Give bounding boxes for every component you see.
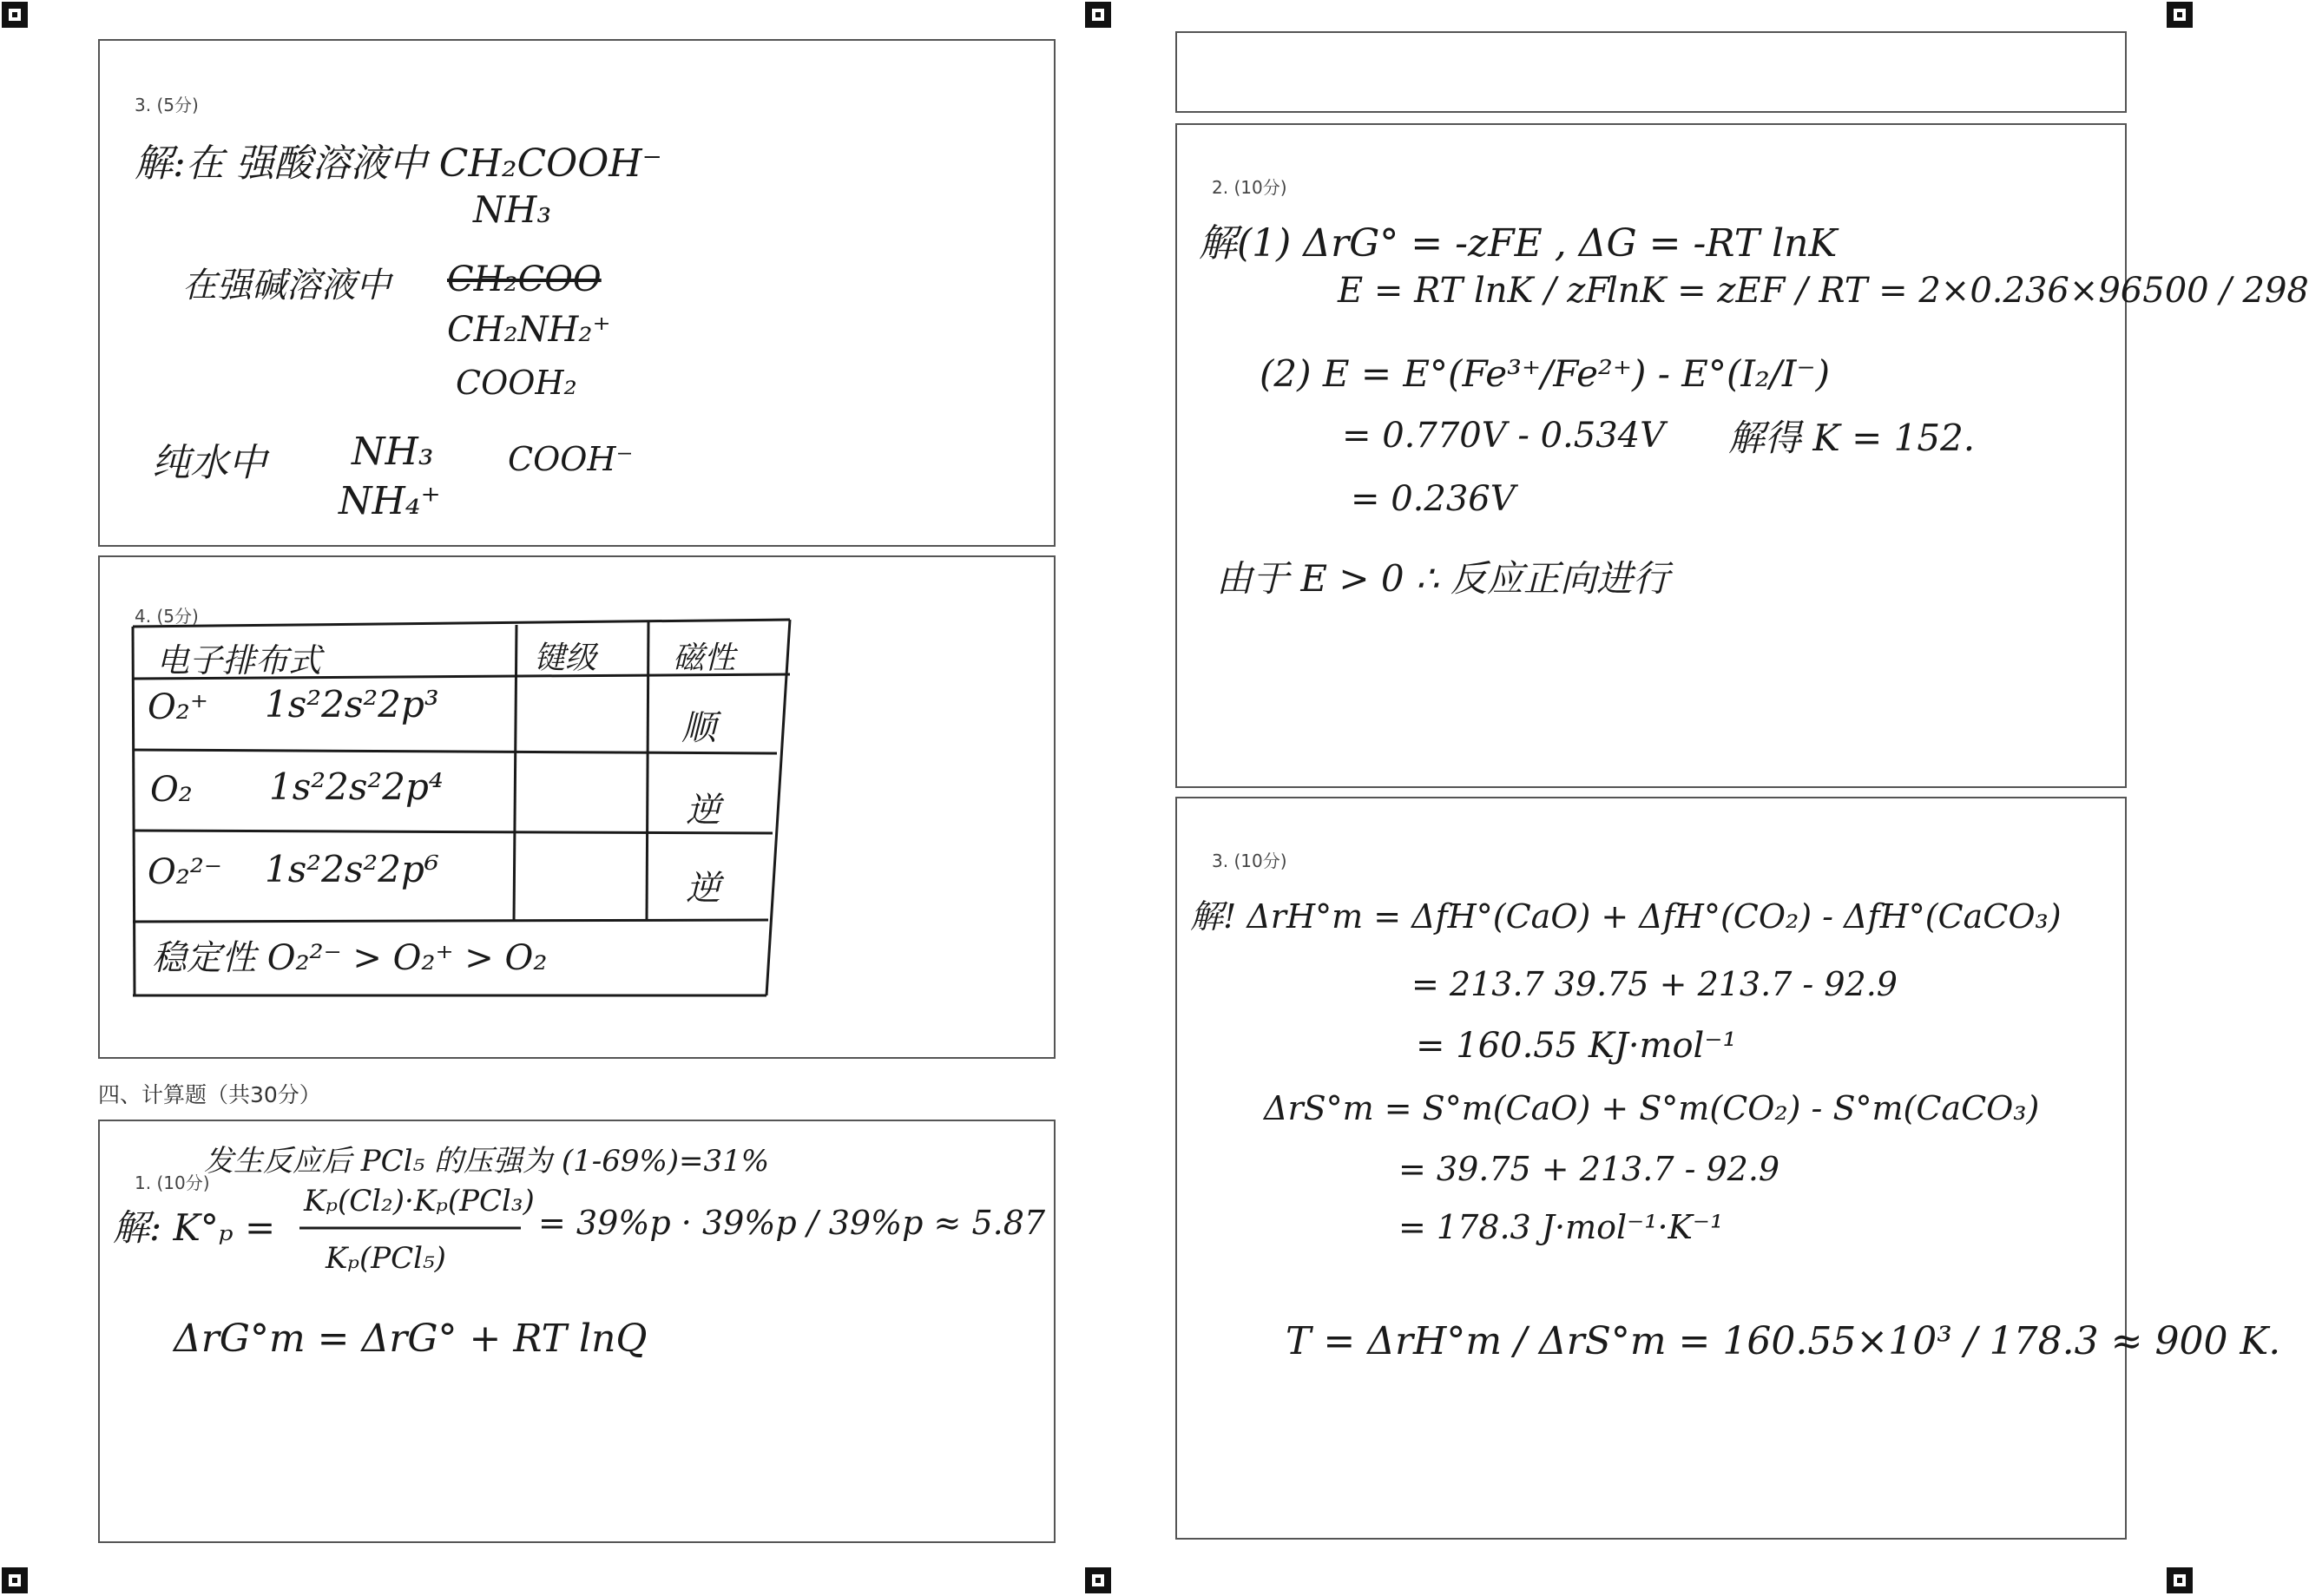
corner-marker-bottom-left: [2, 1567, 28, 1593]
answer-box-calc3: [1175, 797, 2281, 1540]
handwritten-line: = 213.7 39.75 + 213.7 - 92.9: [1411, 965, 1898, 1003]
handwritten-line: NH₃: [473, 188, 552, 231]
answer-box-q3: [98, 39, 1056, 547]
corner-marker-bottom-right: [2167, 1567, 2193, 1593]
handwritten-line: = 0.770V - 0.534V: [1342, 416, 1665, 456]
question-label: 2. (10分): [1212, 177, 1287, 198]
table-header-magnetism: 磁性: [673, 640, 736, 676]
fraction-denominator: Kₚ(PCl₅): [326, 1241, 446, 1276]
question-label: 1. (10分): [135, 1172, 210, 1193]
handwritten-line: ΔrS°m = S°m(CaO) + S°m(CO₂) - S°m(CaCO₃): [1264, 1089, 2040, 1127]
handwritten-line: = 39.75 + 213.7 - 92.9: [1398, 1150, 1780, 1188]
question-label: 3. (5分): [135, 95, 199, 115]
handwritten-line: 纯水中: [152, 441, 266, 485]
table-cell-config: 1s²2s²2p³: [265, 683, 439, 726]
answer-box-calc1: [98, 1120, 1056, 1543]
handwritten-line: = 39%p · 39%p / 39%p ≈ 5.87: [538, 1204, 1046, 1242]
table-header-bond-order: 键级: [534, 640, 597, 676]
table-cell-species: O₂: [150, 770, 193, 810]
answer-box-empty: [1175, 31, 2127, 113]
hand-drawn-table: [100, 557, 1057, 1061]
handwritten-line: = 0.236V: [1351, 479, 1516, 519]
corner-marker-top-left: [2, 2, 28, 28]
handwritten-line: 解得 K = 152.: [1728, 417, 1976, 459]
answer-box-calc2: [1175, 123, 2309, 788]
handwritten-line-struck: CH₂COO: [447, 259, 602, 299]
handwritten-line: 解:在 强酸溶液中 CH₂COOH⁻: [135, 141, 662, 186]
table-footer-stability: 稳定性 O₂²⁻ > O₂⁺ > O₂: [152, 938, 548, 978]
handwritten-line: ΔrG°m = ΔrG° + RT lnQ: [174, 1317, 648, 1361]
handwritten-line: NH₃: [352, 430, 434, 474]
table-cell-magnetism: 逆: [686, 869, 720, 909]
table-cell-magnetism: 顺: [681, 708, 716, 748]
handwritten-line: = 160.55 KJ·mol⁻¹: [1416, 1026, 1737, 1066]
handwritten-line: = 178.3 J·mol⁻¹·K⁻¹: [1398, 1208, 1724, 1246]
handwritten-line: E = RT lnK / zF: [1338, 271, 1610, 311]
corner-marker-bottom-center: [1085, 1567, 1111, 1593]
fraction-bar: [299, 1225, 525, 1231]
corner-marker-top-center: [1085, 2, 1111, 28]
handwritten-line: COOH⁻: [508, 440, 634, 478]
handwritten-line: 由于 E > 0 ∴ 反应正向进行: [1216, 557, 1670, 600]
fraction-numerator: Kₚ(Cl₂)·Kₚ(PCl₃): [304, 1184, 535, 1218]
handwritten-line: lnK = zEF / RT = 2×0.236×96500 / 298: [1607, 271, 2309, 311]
answer-box-q4: [98, 555, 1056, 1059]
handwritten-line: 解(1) ΔrG° = -zFE , ΔG = -RT lnK: [1199, 221, 1838, 266]
handwritten-line: NH₄⁺: [339, 479, 441, 523]
table-header-config: 电子排布式: [156, 641, 322, 680]
handwritten-line: (2) E = E°(Fe³⁺/Fe²⁺) - E°(I₂/I⁻): [1260, 352, 1831, 395]
table-cell-config: 1s²2s²2p⁶: [265, 848, 439, 890]
handwritten-line: CH₂NH₂⁺: [447, 310, 611, 350]
handwritten-line: 在强碱溶液中: [182, 266, 391, 305]
question-label: 4. (5分): [135, 606, 199, 627]
handwritten-line: T = ΔrH°m / ΔrS°m = 160.55×10³ / 178.3 ≈ 900 K.: [1286, 1319, 2281, 1363]
table-cell-species: O₂²⁻: [148, 852, 222, 892]
section-title: 四、计算题（共30分）: [98, 1082, 321, 1107]
handwritten-line: 解: K°ₚ =: [113, 1206, 276, 1249]
handwritten-line: 发生反应后 PCl₅ 的压强为 (1-69%)=31%: [204, 1144, 770, 1179]
table-cell-species: O₂⁺: [148, 687, 208, 727]
question-label: 3. (10分): [1212, 851, 1287, 871]
table-cell-magnetism: 逆: [686, 791, 720, 831]
handwritten-line: COOH₂: [456, 364, 577, 402]
table-cell-config: 1s²2s²2p⁴: [269, 765, 444, 808]
handwritten-line: 解! ΔrH°m = ΔfH°(CaO) + ΔfH°(CO₂) - ΔfH°(CaCO₃): [1190, 897, 2062, 936]
corner-marker-top-right: [2167, 2, 2193, 28]
